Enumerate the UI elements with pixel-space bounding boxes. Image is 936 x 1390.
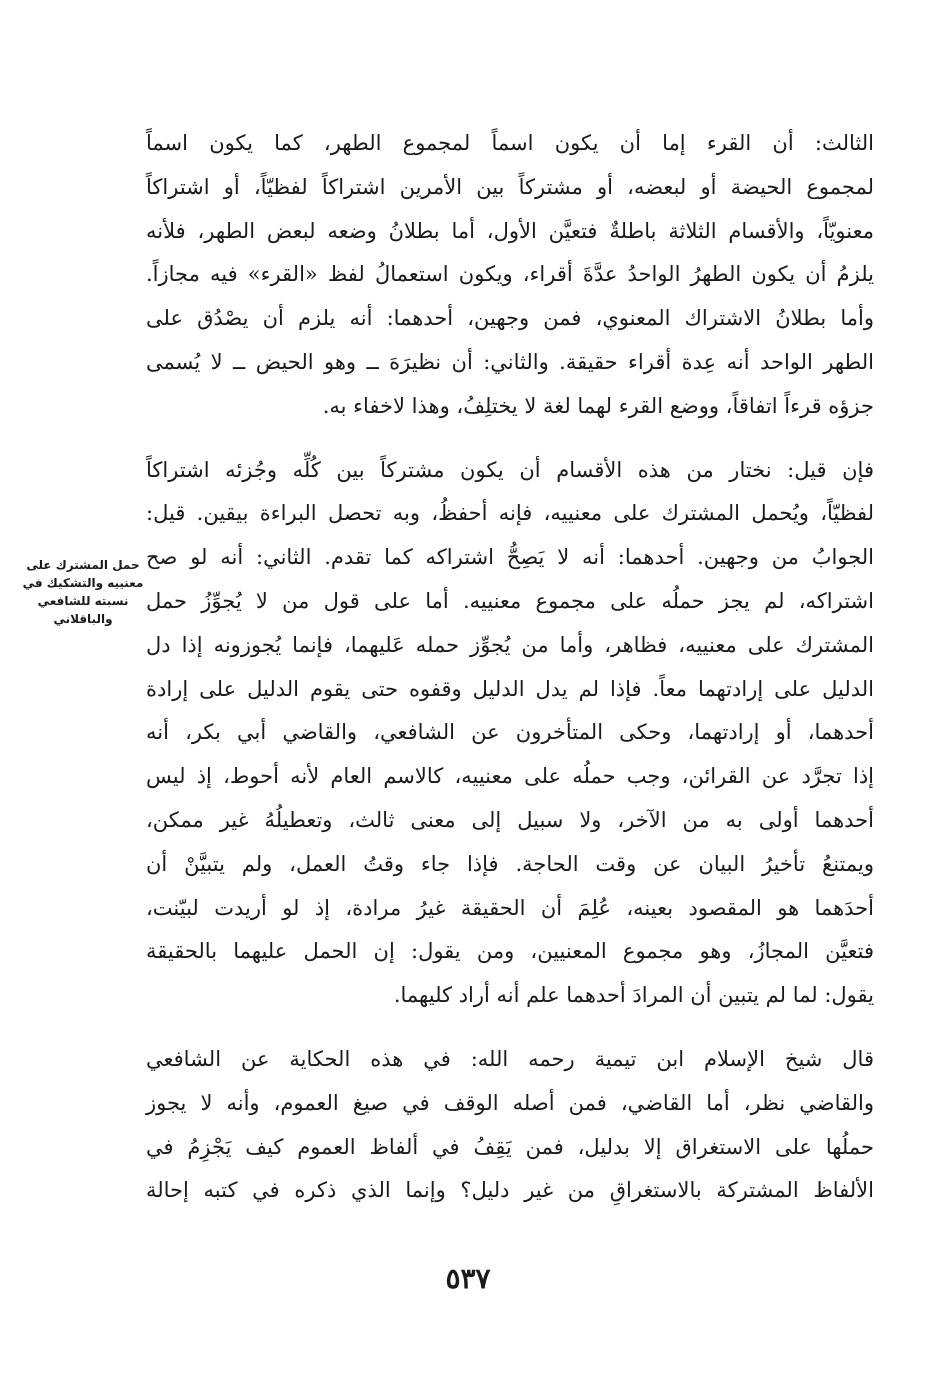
text-line: الجوابُ من وجهين. أحدهما: أنه لا يَصِحُّ اشتراكه كما تقدم. الثاني: أنه لو صح	[146, 545, 874, 570]
text-line: لفظيّاً، ويُحمل المشترك على معنييه، فإنه أحفظُ، وبه تحصل البراءة بيقين. قيل:	[146, 501, 874, 526]
text-line: جزؤه قرءاً اتفاقاً، ووضع القرء لهما لغة لا يختلِفُ، وهذا لاخفاء به.	[322, 393, 874, 418]
paragraph-2	[146, 449, 874, 1018]
main-text	[146, 122, 874, 1213]
margin-note-line: حمل المشترك على	[26, 558, 140, 572]
text-line: فإن قيل: نختار من هذه الأقسام أن يكون مشتركاً بين كُلِّه وجُزئه اشتراكاً	[146, 457, 874, 482]
text-line: المشترك على معنييه، فظاهر، وأما من يُجوِّز حمله عَليهما، فإنما يُجوزونه إذا دل	[146, 632, 874, 657]
text-line: الثالث: أن القرء إما أن يكون اسماً لمجموع الطهر، كما يكون اسماً	[146, 131, 874, 155]
page-number: ٥٣٧	[445, 1262, 491, 1295]
paragraph-1	[146, 122, 874, 429]
text-line: إذا تجرَّد عن القرائن، وجب حملُه على معنييه، كالاسم العام لأنه أحوط، إذ ليس	[146, 764, 875, 789]
text-line: الطهر الواحد أنه عِدة أقراء حقيقة. والثاني: أن نظيرَهَ ــ وهو الحيض ــ لا يُسمى	[146, 349, 874, 374]
text-line: فتعيَّن المجازُ، وهو مجموع المعنيين، ومن يقول: إن الحمل عليهما بالحقيقة	[146, 939, 874, 964]
margin-note-line: نسبته للشافعي	[37, 594, 129, 608]
text-line: اشتراكه، لم يجز حملُه على مجموع معنييه. أما على قول من لا يُجوِّزُ حمل	[146, 588, 874, 613]
paragraph-3	[146, 1038, 874, 1213]
text-line: وأما بطلانُ الاشتراك المعنوي، فمن وجهين، أحدهما: أنه يلزم أن يصْدُق على	[146, 306, 874, 331]
text-line: والقاضي نظر، أما القاضي، فمن أصله الوقف في صيغ العموم، وأنه لا يجوز	[146, 1090, 874, 1115]
text-line: أحدَهما هو المقصود بعينه، عُلِمَ أن الحقيقة غيرُ مرادة، إذ لو أريدت لبيّنت،	[146, 895, 874, 920]
text-line: لمجموع الحيضة أو لبعضه، أو مشتركاً بين الأمرين اشتراكاً لفظيّاً، أو اشتراكاً	[146, 174, 874, 199]
text-line: يقول: لما لم يتبين أن المرادَ أحدهما علم أنه أراد كليهما.	[393, 983, 874, 1008]
text-line: الدليل على إرادتهما معاً. فإذا لم يدل الدليل وقفوه حتى يقوم الدليل على إرادة	[146, 676, 874, 701]
text-line: أحدهما أولى به من الآخر، ولا سبيل إلى معنى ثالث، وتعطيلُهُ غير ممكن،	[146, 807, 874, 832]
margin-note	[22, 556, 144, 628]
text-line: قال شيخ الإسلام ابن تيمية رحمه الله: في هذه الحكاية عن الشافعي	[146, 1046, 874, 1071]
margin-note-line: معنييه والتشكيك في	[22, 576, 144, 590]
paragraph-gap	[146, 429, 874, 449]
margin-note-line: والباقلاني	[53, 612, 113, 626]
text-line: الألفاظ المشتركة بالاستغراقِ من غير دليل؟ وإنما الذي ذكره في كتبه إحالة	[146, 1178, 874, 1203]
paragraph-gap	[146, 1018, 874, 1038]
text-line: أحدهما، أو إرادتهما، وحكى المتأخرون عن الشافعي، والقاضي أبي بكر، أنه	[146, 720, 874, 745]
text-line: حملُها على الاستغراق إلا بدليل، فمن يَقِفُ في ألفاظ العموم كيف يَجْزِمُ في	[146, 1134, 874, 1159]
text-line: يلزمُ أن يكون الطهرُ الواحدُ عدَّةَ أقراء، ويكون استعمالُ لفظ «القرء» فيه مجازاً.	[146, 262, 874, 287]
text-line: معنويّاً، والأقسام الثلاثة باطلةٌ فتعيَّن الأول، أما بطلانُ وضعه لبعض الطهر، فلأنه	[146, 218, 874, 243]
text-line: ويمتنعُ تأخيرُ البيان عن وقت الحاجة. فإذا جاء وقتُ العمل، ولم يتبيَّنْ أن	[146, 851, 874, 876]
